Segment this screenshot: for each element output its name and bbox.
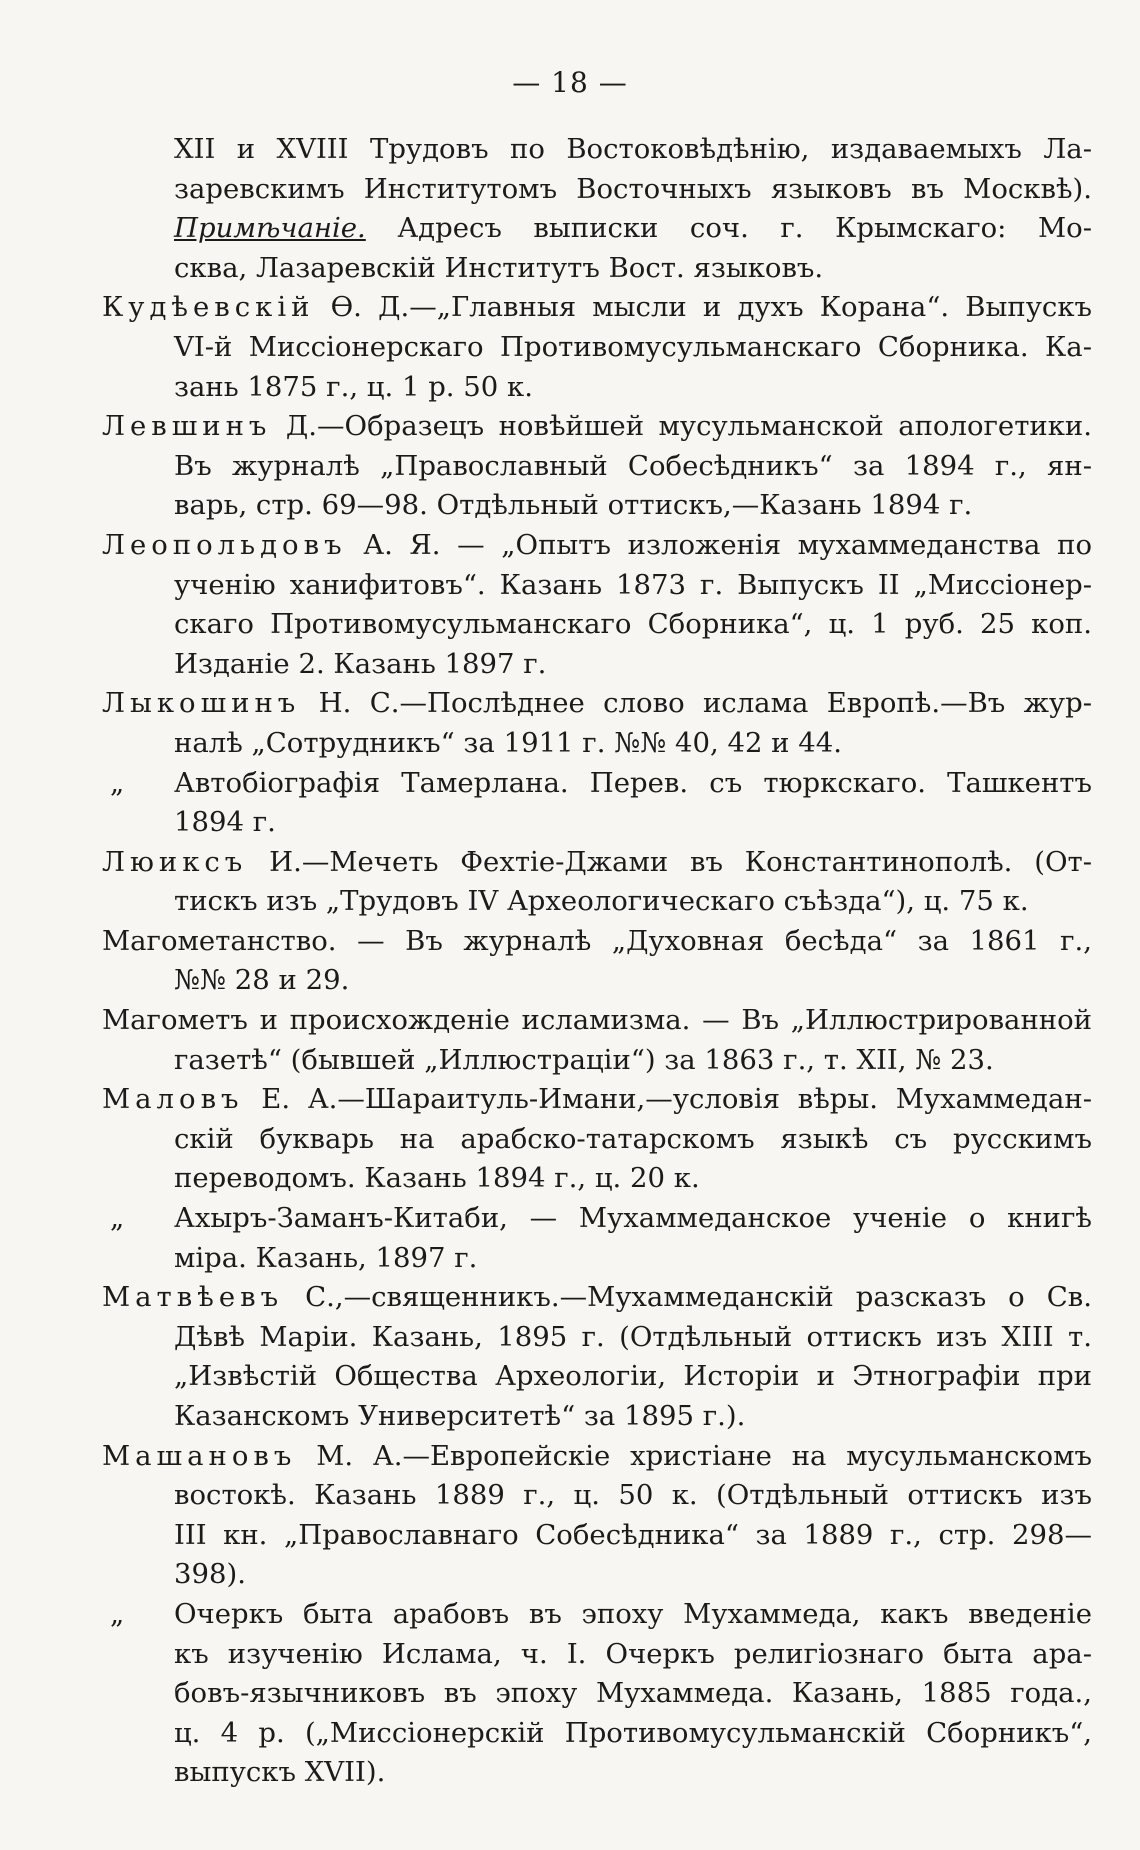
line-text: Н. С.—Послѣднее слово ислама Европѣ.—Въ жур-	[300, 687, 1092, 720]
line-text: ученію ханифитовъ“. Казань 1873 г. Выпускъ II „Миссіонер-	[174, 568, 1092, 601]
text-line	[102, 1595, 1092, 1635]
bibliography-entry	[102, 1437, 1092, 1595]
text-line	[102, 1397, 1092, 1437]
text-line	[102, 1120, 1092, 1160]
author-name: Лыкошинъ	[102, 687, 301, 720]
page-number: — 18 —	[512, 66, 628, 99]
text-line	[102, 684, 1092, 724]
author-name: Матвѣевъ	[102, 1281, 284, 1314]
bibliography-entry	[102, 1001, 1092, 1080]
line-text: Д.—Образецъ новѣйшей мусульманской апологетики.	[271, 410, 1092, 443]
text-line	[102, 1555, 1092, 1595]
line-text: Изданіе 2. Казань 1897 г.	[174, 647, 547, 680]
text-line	[102, 882, 1092, 922]
line-text: Дѣвѣ Маріи. Казань, 1895 г. (Отдѣльный оттискъ изъ XIII т.	[174, 1320, 1092, 1353]
text-line	[102, 1318, 1092, 1358]
text-line	[102, 1278, 1092, 1318]
line-text: ц. 4 р. („Миссіонерскій Противомусульманскій Сборникъ“,	[174, 1716, 1092, 1749]
line-text: міра. Казань, 1897 г.	[174, 1241, 478, 1274]
author-name: Кудѣевскій	[102, 291, 315, 324]
text-line	[102, 1674, 1092, 1714]
author-name: Люиксъ	[102, 845, 248, 878]
line-text: С.,—священникъ.—Мухаммеданскій разсказъ о Св.	[283, 1281, 1092, 1314]
line-text: выпускъ XVII).	[174, 1756, 386, 1789]
line-text: бовъ-язычниковъ въ эпоху Мухаммеда. Казань, 1885 года.,	[174, 1677, 1092, 1710]
line-text: тискъ изъ „Трудовъ IV Археологическаго съѣзда“), ц. 75 к.	[174, 885, 1029, 918]
line-text: варь, стр. 69—98. Отдѣльный оттискъ,—Казань 1894 г.	[174, 489, 973, 522]
text-line	[102, 764, 1092, 804]
text-line	[102, 1001, 1092, 1041]
bibliography-text	[102, 130, 1092, 1793]
line-text: „Извѣстій Общества Археологіи, Исторіи и Этнографіи при	[174, 1360, 1092, 1393]
text-line	[102, 1159, 1092, 1199]
text-line	[102, 368, 1092, 408]
line-text: Въ журналѣ „Православный Собесѣдникъ“ за 1894 г., ян-	[174, 449, 1092, 482]
bibliography-entry	[102, 1080, 1092, 1199]
bibliography-entry	[102, 1278, 1092, 1436]
text-line	[102, 1753, 1092, 1793]
text-line	[102, 1516, 1092, 1556]
text-line	[102, 1714, 1092, 1754]
text-line	[102, 209, 1092, 249]
text-line	[102, 130, 1092, 170]
line-text: №№ 28 и 29.	[174, 964, 350, 997]
text-line	[102, 922, 1092, 962]
ditto-mark: „	[110, 766, 125, 799]
ditto-mark: „	[110, 1597, 125, 1630]
author-name: Маловъ	[102, 1083, 244, 1116]
text-line	[102, 526, 1092, 566]
bibliography-entry	[102, 764, 1092, 843]
author-name: Леопольдовъ	[102, 528, 347, 561]
text-line	[102, 843, 1092, 883]
bibliography-entry	[102, 288, 1092, 407]
text-line	[102, 1239, 1092, 1279]
bibliography-entry	[102, 684, 1092, 763]
line-text: зань 1875 г., ц. 1 р. 50 к.	[174, 370, 533, 403]
text-line	[102, 407, 1092, 447]
text-line	[102, 288, 1092, 328]
line-text: Казанскомъ Университетѣ“ за 1895 г.).	[174, 1400, 746, 1432]
line-text: 1894 г.	[174, 806, 276, 839]
text-line	[102, 605, 1092, 645]
author-name: Левшинъ	[102, 410, 272, 443]
line-text: III кн. „Православнаго Собесѣдника“ за 1889 г., стр. 298—	[174, 1518, 1092, 1551]
line-text: скій букварь на арабско-татарскомъ языкѣ съ русскимъ	[174, 1122, 1092, 1155]
line-text: VI-й Миссіонерскаго Противомусульманскаго Сборника. Ка-	[174, 330, 1092, 363]
line-text: И.—Мечеть Фехтіе-Джами въ Константинополѣ. (От-	[247, 845, 1092, 878]
text-line	[102, 566, 1092, 606]
line-text: Магометъ и происхожденіе исламизма. — Въ „Иллюстрированной	[102, 1004, 1092, 1037]
line-text: Автобіографія Тамерлана. Перев. съ тюркскаго. Ташкентъ	[174, 766, 1092, 799]
line-text: скаго Противомусульманскаго Сборника“, ц. 1 руб. 25 коп.	[174, 608, 1092, 641]
text-line	[102, 486, 1092, 526]
bibliography-entry	[102, 1595, 1092, 1793]
author-name: Машановъ	[102, 1439, 297, 1472]
text-line	[102, 645, 1092, 685]
text-line	[102, 249, 1092, 289]
line-text: сква, Лазаревскій Институтъ Вост. языковъ.	[174, 251, 824, 284]
line-text: налѣ „Сотрудникъ“ за 1911 г. №№ 40, 42 и 44.	[174, 726, 842, 759]
text-line	[102, 1041, 1092, 1081]
text-line	[102, 1476, 1092, 1516]
note-label: Примѣчаніе.	[174, 212, 366, 245]
text-line	[102, 1437, 1092, 1477]
bibliography-entry	[102, 130, 1092, 288]
line-text: востокѣ. Казань 1889 г., ц. 50 к. (Отдѣльный оттискъ изъ	[174, 1479, 1092, 1512]
line-text: 398).	[174, 1558, 246, 1591]
text-line	[102, 1635, 1092, 1675]
line-text: Ѳ. Д.—„Главныя мысли и духъ Корана“. Выпускъ	[314, 291, 1092, 324]
line-text: Магометанство. — Въ журналѣ „Духовная бесѣда“ за 1861 г.,	[102, 924, 1092, 957]
text-line	[102, 328, 1092, 368]
line-text: Очеркъ быта арабовъ въ эпоху Мухаммеда, какъ введеніе	[174, 1597, 1092, 1630]
text-line	[102, 1357, 1092, 1397]
text-line	[102, 724, 1092, 764]
text-line	[102, 447, 1092, 487]
line-text: Адресъ выписки соч. г. Крымскаго: Мо-	[365, 212, 1092, 245]
text-line	[102, 803, 1092, 843]
line-text: Е. А.—Шараитуль-Имани,—условія вѣры. Мухаммедан-	[243, 1083, 1092, 1116]
text-line	[102, 170, 1092, 210]
bibliography-entry	[102, 922, 1092, 1001]
bibliography-entry	[102, 407, 1092, 526]
line-text: переводомъ. Казань 1894 г., ц. 20 к.	[174, 1162, 700, 1195]
text-line	[102, 961, 1092, 1001]
line-text: А. Я. — „Опытъ изложенія мухаммеданства по	[346, 528, 1092, 561]
line-text: газетѣ“ (бывшей „Иллюстраціи“) за 1863 г., т. XII, № 23.	[174, 1043, 994, 1076]
line-text: XII и XVIII Трудовъ по Востоковѣдѣнію, издаваемыхъ Ла-	[174, 133, 1092, 165]
line-text: Ахыръ-Заманъ-Китаби, — Мухаммеданское ученіе о книгѣ	[174, 1202, 1092, 1235]
bibliography-entry	[102, 1199, 1092, 1278]
text-line	[102, 1199, 1092, 1239]
line-text: М. А.—Европейскіе христіане на мусульманскомъ	[296, 1439, 1092, 1472]
ditto-mark: „	[110, 1202, 125, 1235]
text-line	[102, 1080, 1092, 1120]
bibliography-entry	[102, 843, 1092, 922]
line-text: заревскимъ Институтомъ Восточныхъ языковъ въ Москвѣ).	[174, 172, 1092, 205]
line-text: къ изученію Ислама, ч. I. Очеркъ религіознаго быта ара-	[174, 1637, 1092, 1670]
bibliography-entry	[102, 526, 1092, 684]
